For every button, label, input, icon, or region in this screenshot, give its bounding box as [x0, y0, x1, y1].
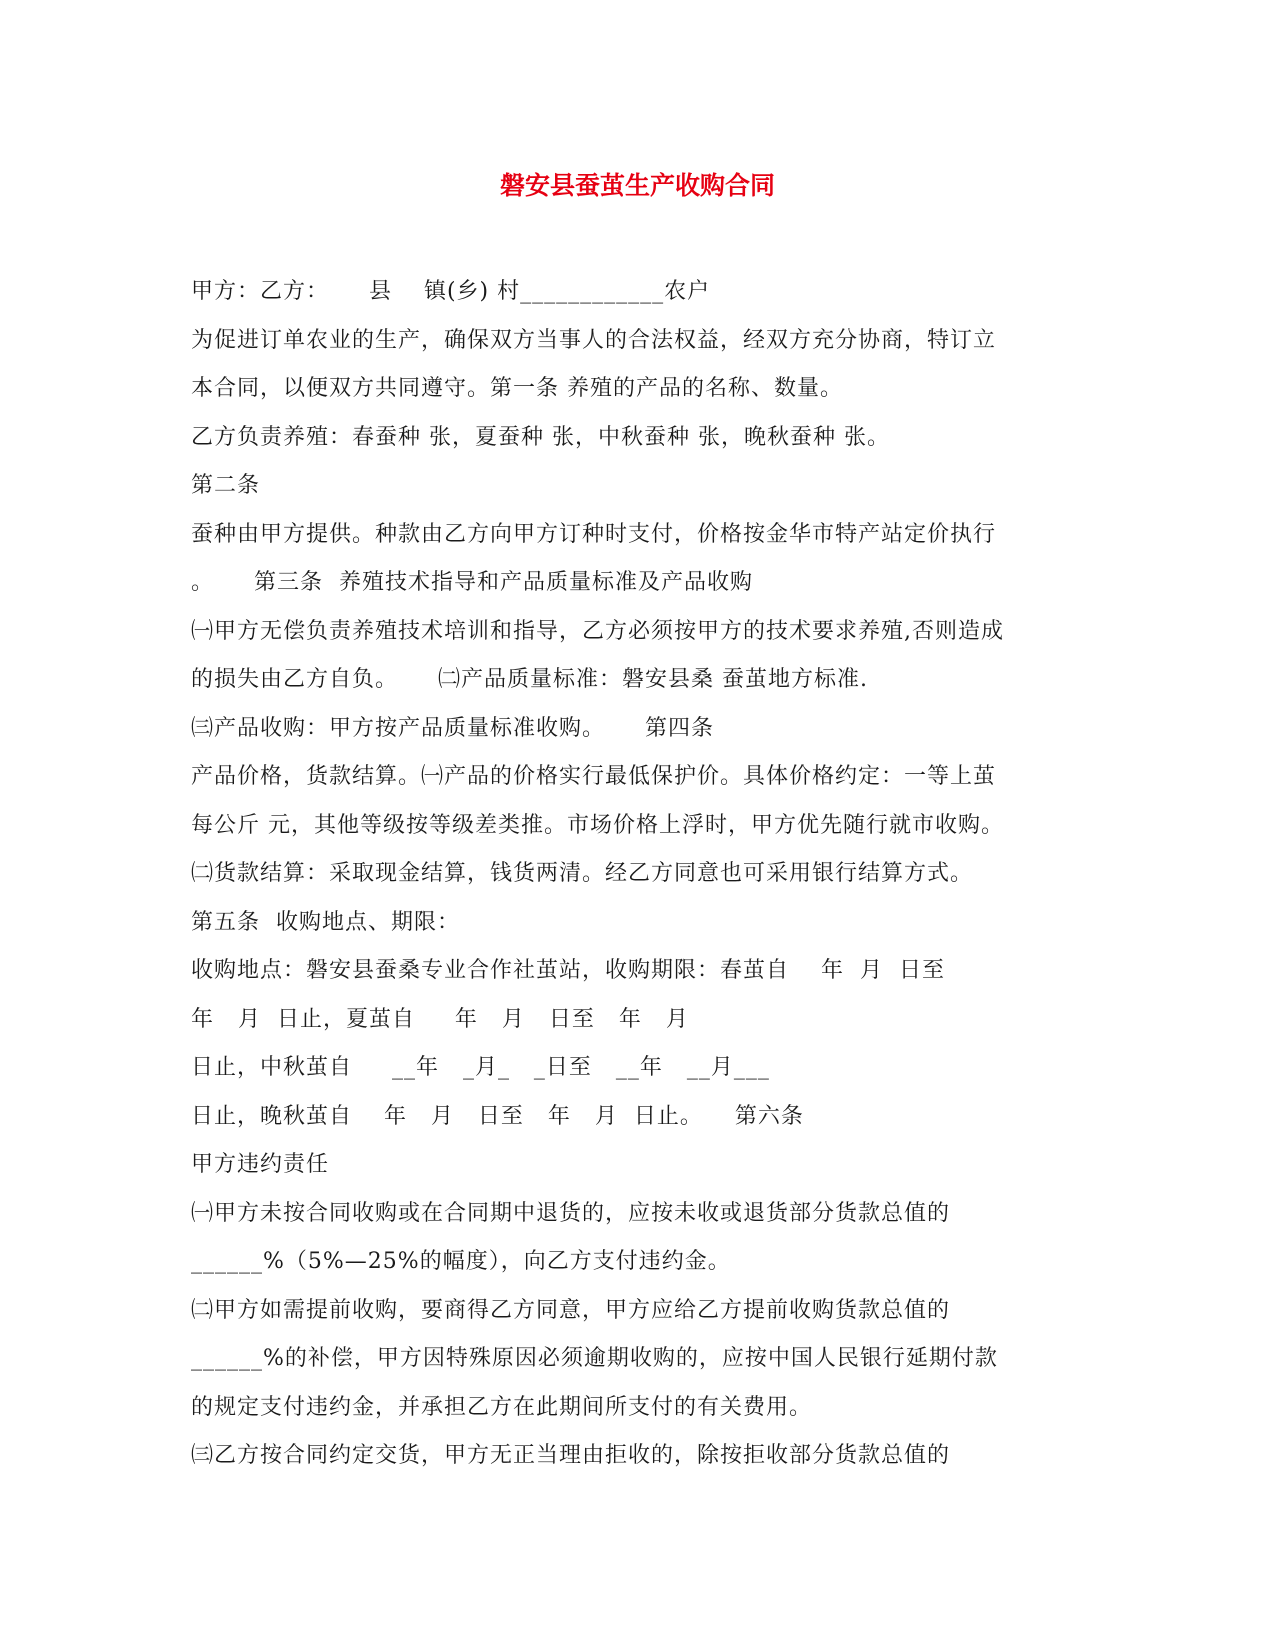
text-line: ㈠甲方无偿负责养殖技术培训和指导，乙方必须按甲方的技术要求养殖,否则造成 [191, 618, 1004, 644]
text-line: 为促进订单农业的生产，确保双方当事人的合法权益，经双方充分协商，特订立 [191, 327, 997, 353]
text-line: 。 第三条 养殖技术指导和产品质量标准及产品收购 [191, 570, 753, 595]
text-line: 本合同，以便双方共同遵守。第一条 养殖的产品的名称、数量。 [191, 376, 843, 401]
text-line: 日止，晚秋茧自 年 月 日至 年 月 日止。 第六条 [191, 1103, 804, 1129]
text-line: 第二条 [191, 473, 261, 498]
text-line: ______%（5%—25%的幅度），向乙方支付违约金。 [191, 1249, 731, 1274]
text-line: 甲方：乙方： 县 镇(乡) 村____________农户 [191, 279, 711, 304]
text-line: ㈡货款结算：采取现金结算，钱货两清。经乙方同意也可采用银行结算方式。 [191, 861, 974, 886]
text-line: 的规定支付违约金，并承担乙方在此期间所支付的有关费用。 [191, 1394, 813, 1420]
text-line: ㈠甲方未按合同收购或在合同期中退货的，应按未收或退货部分货款总值的 [191, 1200, 951, 1226]
document-title: 磐安县蚕茧生产收购合同 [499, 171, 775, 200]
text-line: 蚕种由甲方提供。种款由乙方向甲方订种时支付，价格按金华市特产站定价执行 [191, 521, 997, 547]
text-line: ㈢产品收购：甲方按产品质量标准收购。 第四条 [191, 715, 714, 741]
text-line: 收购地点：磐安县蚕桑专业合作社茧站，收购期限：春茧自 年 月 日至 [191, 958, 945, 983]
text-line: 的损失由乙方自负。 ㈡产品质量标准：磐安县桑 蚕茧地方标准. [191, 667, 868, 692]
document-body [191, 268, 1091, 1481]
text-line: 每公斤 元，其他等级按等级差类推。市场价格上浮时，甲方优先随行就市收购。 [191, 812, 1004, 838]
text-line: ______%的补偿，甲方因特殊原因必须逾期收购的，应按中国人民银行延期付款 [191, 1346, 998, 1371]
text-line: 年 月 日止，夏茧自 年 月 日至 年 月 [191, 1006, 689, 1032]
text-line: ㈡甲方如需提前收购，要商得乙方同意，甲方应给乙方提前收购货款总值的 [191, 1297, 951, 1323]
text-line: ㈢乙方按合同约定交货，甲方无正当理由拒收的，除按拒收部分货款总值的 [191, 1443, 951, 1468]
text-line: 第五条 收购地点、期限： [191, 909, 460, 935]
text-line: 日止，中秋茧自 __年 _月_ _日至 __年 __月___ [191, 1055, 770, 1080]
text-line: 甲方违约责任 [191, 1152, 330, 1177]
text-line: 乙方负责养殖：春蚕种 张，夏蚕种 张，中秋蚕种 张，晚秋蚕种 张。 [191, 424, 890, 450]
text-line: 产品价格，货款结算。㈠产品的价格实行最低保护价。具体价格约定：一等上茧 [191, 764, 997, 789]
